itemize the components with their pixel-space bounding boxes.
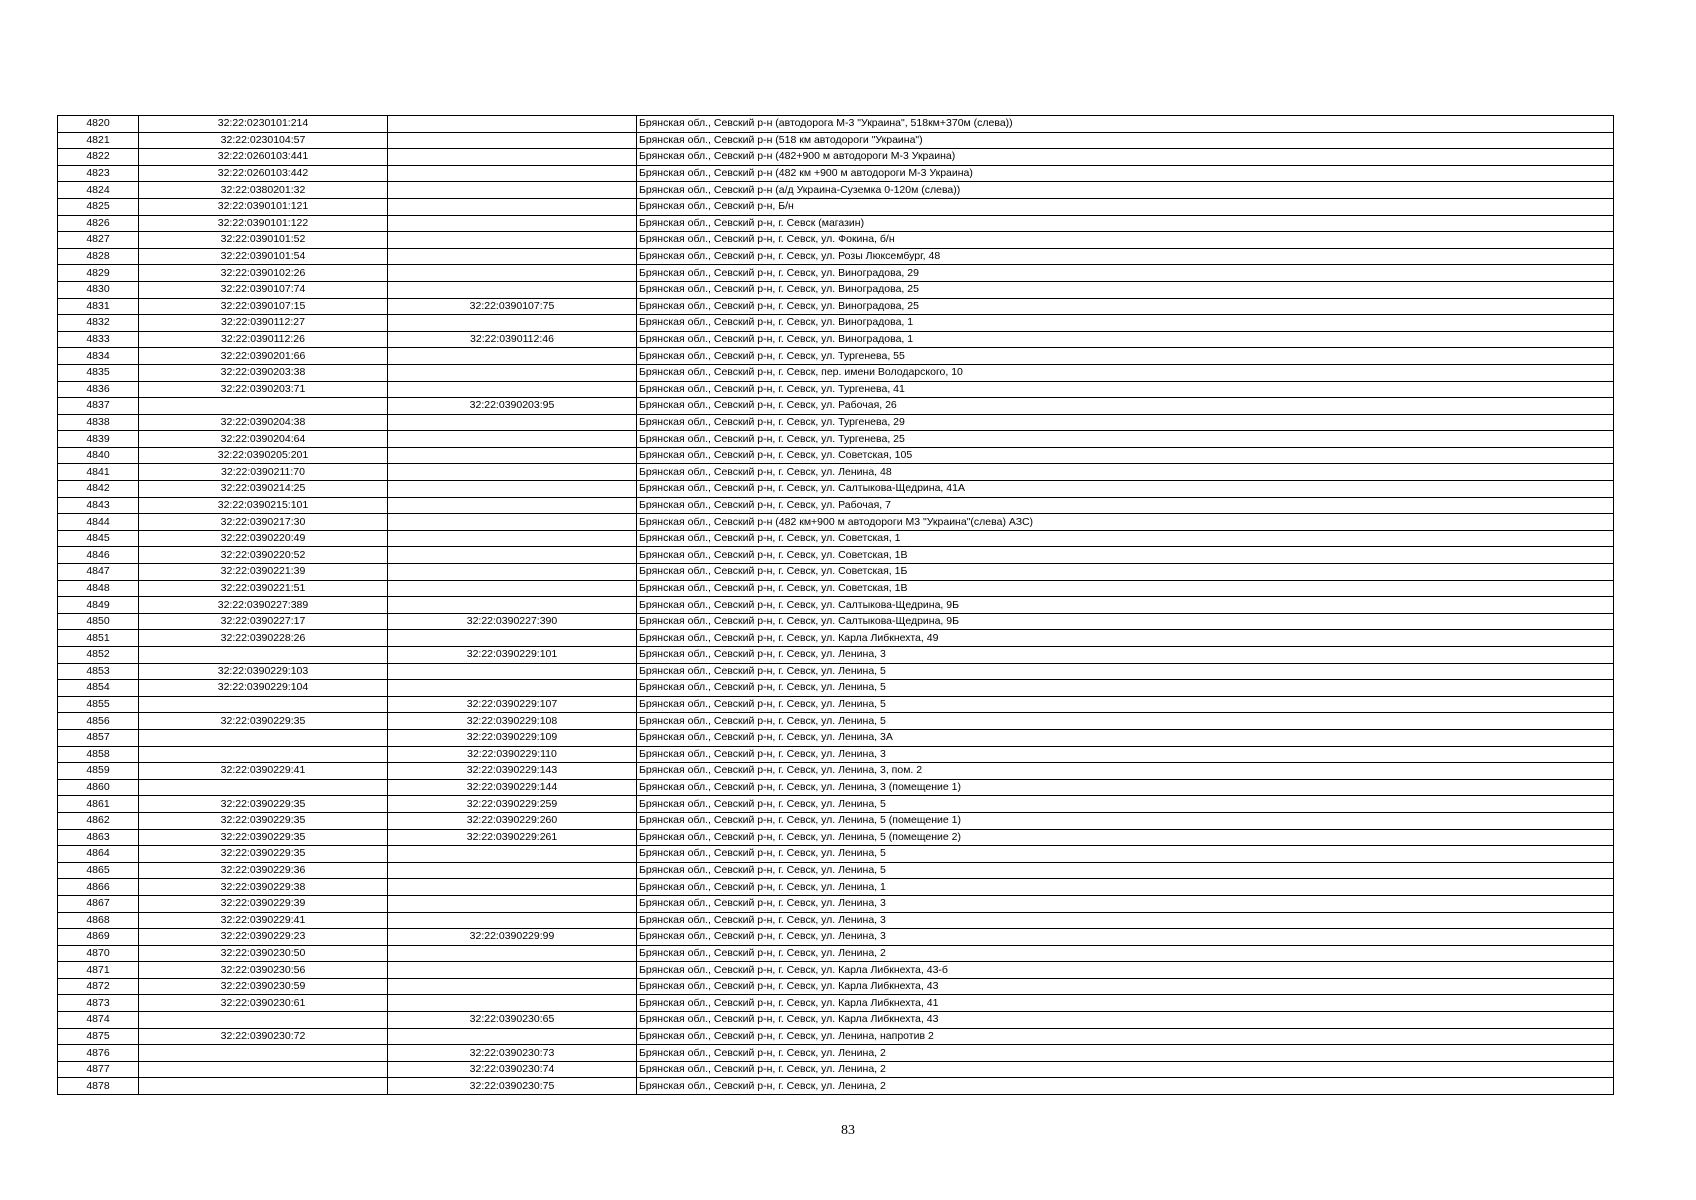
cadastral-number-cell: 32:22:0390229:104	[139, 680, 388, 697]
cadastral-number-cell	[139, 398, 388, 415]
related-cadastral-number-cell	[388, 182, 637, 199]
row-number-cell: 4844	[58, 514, 139, 531]
table-row	[58, 381, 1614, 398]
row-number-cell: 4839	[58, 431, 139, 448]
cadastral-number-cell: 32:22:0390230:56	[139, 962, 388, 979]
row-number-cell: 4850	[58, 613, 139, 630]
row-number-cell: 4859	[58, 763, 139, 780]
address-cell: Брянская обл., Севский р-н, г. Севск, ул. Рабочая, 7	[637, 497, 1614, 514]
address-cell: Брянская обл., Севский р-н, г. Севск, ул. Ленина, 3А	[637, 729, 1614, 746]
row-number-cell: 4865	[58, 862, 139, 879]
row-number-cell: 4842	[58, 481, 139, 498]
row-number-cell: 4874	[58, 1012, 139, 1029]
cadastral-number-cell: 32:22:0390229:35	[139, 812, 388, 829]
address-cell: Брянская обл., Севский р-н, г. Севск, ул. Розы Люксембург, 48	[637, 248, 1614, 265]
table-row	[58, 481, 1614, 498]
row-number-cell: 4829	[58, 265, 139, 282]
table-row	[58, 331, 1614, 348]
row-number-cell: 4822	[58, 149, 139, 166]
address-cell: Брянская обл., Севский р-н, г. Севск, ул. Советская, 1В	[637, 547, 1614, 564]
table-row	[58, 978, 1614, 995]
cadastral-number-cell: 32:22:0390230:61	[139, 995, 388, 1012]
address-cell: Брянская обл., Севский р-н, г. Севск, ул. Тургенева, 55	[637, 348, 1614, 365]
row-number-cell: 4856	[58, 713, 139, 730]
table-row	[58, 564, 1614, 581]
cadastral-number-cell: 32:22:0260103:441	[139, 149, 388, 166]
related-cadastral-number-cell	[388, 514, 637, 531]
related-cadastral-number-cell: 32:22:0390229:260	[388, 812, 637, 829]
related-cadastral-number-cell: 32:22:0390230:65	[388, 1012, 637, 1029]
address-cell: Брянская обл., Севский р-н (518 км автодороги "Украина")	[637, 132, 1614, 149]
related-cadastral-number-cell	[388, 215, 637, 232]
address-cell: Брянская обл., Севский р-н (482 км +900 м автодороги М-3 Украина)	[637, 165, 1614, 182]
related-cadastral-number-cell: 32:22:0390229:101	[388, 647, 637, 664]
row-number-cell: 4846	[58, 547, 139, 564]
cadastral-number-cell: 32:22:0390230:50	[139, 945, 388, 962]
row-number-cell: 4860	[58, 779, 139, 796]
address-cell: Брянская обл., Севский р-н, г. Севск, ул. Ленина, 48	[637, 464, 1614, 481]
row-number-cell: 4867	[58, 895, 139, 912]
related-cadastral-number-cell: 32:22:0390229:107	[388, 696, 637, 713]
address-cell: Брянская обл., Севский р-н, г. Севск, ул. Тургенева, 29	[637, 414, 1614, 431]
row-number-cell: 4848	[58, 580, 139, 597]
address-cell: Брянская обл., Севский р-н, г. Севск, ул. Советская, 1	[637, 530, 1614, 547]
related-cadastral-number-cell	[388, 597, 637, 614]
row-number-cell: 4831	[58, 298, 139, 315]
table-row	[58, 431, 1614, 448]
related-cadastral-number-cell	[388, 149, 637, 166]
related-cadastral-number-cell: 32:22:0390229:261	[388, 829, 637, 846]
table-row	[58, 364, 1614, 381]
row-number-cell: 4870	[58, 945, 139, 962]
related-cadastral-number-cell	[388, 132, 637, 149]
cadastral-number-cell: 32:22:0390230:72	[139, 1028, 388, 1045]
table-row	[58, 149, 1614, 166]
address-cell: Брянская обл., Севский р-н, г. Севск, ул. Ленина, 3	[637, 912, 1614, 929]
address-cell: Брянская обл., Севский р-н, г. Севск, ул. Ленина, 2	[637, 1078, 1614, 1095]
address-cell: Брянская обл., Севский р-н, г. Севск, ул. Фокина, б/н	[637, 232, 1614, 249]
address-cell: Брянская обл., Севский р-н, г. Севск (магазин)	[637, 215, 1614, 232]
related-cadastral-number-cell	[388, 381, 637, 398]
row-number-cell: 4845	[58, 530, 139, 547]
table-row	[58, 1028, 1614, 1045]
cadastral-number-cell: 32:22:0230104:57	[139, 132, 388, 149]
row-number-cell: 4861	[58, 796, 139, 813]
table-row	[58, 116, 1614, 133]
related-cadastral-number-cell	[388, 580, 637, 597]
table-row	[58, 265, 1614, 282]
cadastral-number-cell: 32:22:0390215:101	[139, 497, 388, 514]
table-row	[58, 315, 1614, 332]
table-row	[58, 829, 1614, 846]
table-row	[58, 713, 1614, 730]
related-cadastral-number-cell	[388, 414, 637, 431]
cadastral-number-cell: 32:22:0390227:389	[139, 597, 388, 614]
row-number-cell: 4876	[58, 1045, 139, 1062]
related-cadastral-number-cell	[388, 846, 637, 863]
related-cadastral-number-cell: 32:22:0390227:390	[388, 613, 637, 630]
address-cell: Брянская обл., Севский р-н, г. Севск, ул. Ленина, 5	[637, 796, 1614, 813]
address-cell: Брянская обл., Севский р-н, г. Севск, ул. Тургенева, 25	[637, 431, 1614, 448]
row-number-cell: 4863	[58, 829, 139, 846]
address-cell: Брянская обл., Севский р-н, г. Севск, ул. Советская, 1Б	[637, 564, 1614, 581]
cadastral-number-cell: 32:22:0390229:103	[139, 663, 388, 680]
cadastral-number-cell: 32:22:0390229:41	[139, 763, 388, 780]
cadastral-number-cell: 32:22:0230101:214	[139, 116, 388, 133]
address-cell: Брянская обл., Севский р-н, г. Севск, ул. Ленина, напротив 2	[637, 1028, 1614, 1045]
table-row	[58, 779, 1614, 796]
row-number-cell: 4873	[58, 995, 139, 1012]
address-cell: Брянская обл., Севский р-н (автодорога М-3 "Украина", 518км+370м (слева))	[637, 116, 1614, 133]
table-row	[58, 1012, 1614, 1029]
cadastral-number-cell: 32:22:0390203:38	[139, 364, 388, 381]
table-row	[58, 812, 1614, 829]
table-row	[58, 613, 1614, 630]
address-cell: Брянская обл., Севский р-н, Б/н	[637, 198, 1614, 215]
table-row	[58, 729, 1614, 746]
address-cell: Брянская обл., Севский р-н, г. Севск, ул. Салтыкова-Щедрина, 41А	[637, 481, 1614, 498]
address-cell: Брянская обл., Севский р-н (а/д Украина-Суземка 0-120м (слева))	[637, 182, 1614, 199]
row-number-cell: 4833	[58, 331, 139, 348]
related-cadastral-number-cell	[388, 364, 637, 381]
address-cell: Брянская обл., Севский р-н, г. Севск, ул. Карла Либкнехта, 49	[637, 630, 1614, 647]
row-number-cell: 4838	[58, 414, 139, 431]
table-row	[58, 447, 1614, 464]
row-number-cell: 4827	[58, 232, 139, 249]
address-cell: Брянская обл., Севский р-н, г. Севск, ул. Рабочая, 26	[637, 398, 1614, 415]
cadastral-number-cell: 32:22:0390229:35	[139, 846, 388, 863]
related-cadastral-number-cell	[388, 165, 637, 182]
related-cadastral-number-cell	[388, 315, 637, 332]
cadastral-number-cell: 32:22:0390205:201	[139, 447, 388, 464]
row-number-cell: 4866	[58, 879, 139, 896]
cadastral-number-cell	[139, 1012, 388, 1029]
row-number-cell: 4824	[58, 182, 139, 199]
table-row	[58, 680, 1614, 697]
address-cell: Брянская обл., Севский р-н, г. Севск, ул. Ленина, 5	[637, 862, 1614, 879]
related-cadastral-number-cell	[388, 879, 637, 896]
cadastral-number-cell: 32:22:0390112:27	[139, 315, 388, 332]
table-row	[58, 597, 1614, 614]
related-cadastral-number-cell: 32:22:0390229:109	[388, 729, 637, 746]
related-cadastral-number-cell	[388, 564, 637, 581]
row-number-cell: 4841	[58, 464, 139, 481]
address-cell: Брянская обл., Севский р-н, г. Севск, ул. Ленина, 3	[637, 647, 1614, 664]
cadastral-number-cell: 32:22:0390227:17	[139, 613, 388, 630]
address-cell: Брянская обл., Севский р-н, г. Севск, ул. Ленина, 1	[637, 879, 1614, 896]
row-number-cell: 4823	[58, 165, 139, 182]
related-cadastral-number-cell: 32:22:0390229:259	[388, 796, 637, 813]
address-cell: Брянская обл., Севский р-н, г. Севск, ул. Советская, 1В	[637, 580, 1614, 597]
row-number-cell: 4855	[58, 696, 139, 713]
related-cadastral-number-cell	[388, 497, 637, 514]
row-number-cell: 4834	[58, 348, 139, 365]
table-row	[58, 1061, 1614, 1078]
cadastral-number-cell: 32:22:0390221:39	[139, 564, 388, 581]
cadastral-number-cell: 32:22:0390204:64	[139, 431, 388, 448]
related-cadastral-number-cell: 32:22:0390229:143	[388, 763, 637, 780]
table-row	[58, 796, 1614, 813]
address-cell: Брянская обл., Севский р-н, г. Севск, ул. Салтыкова-Щедрина, 9Б	[637, 597, 1614, 614]
row-number-cell: 4836	[58, 381, 139, 398]
address-cell: Брянская обл., Севский р-н, г. Севск, пер. имени Володарского, 10	[637, 364, 1614, 381]
address-cell: Брянская обл., Севский р-н, г. Севск, ул. Ленина, 5	[637, 846, 1614, 863]
related-cadastral-number-cell	[388, 862, 637, 879]
table-row	[58, 248, 1614, 265]
related-cadastral-number-cell	[388, 248, 637, 265]
address-cell: Брянская обл., Севский р-н, г. Севск, ул. Ленина, 3 (помещение 1)	[637, 779, 1614, 796]
table-row	[58, 530, 1614, 547]
related-cadastral-number-cell: 32:22:0390230:75	[388, 1078, 637, 1095]
cadastral-number-cell: 32:22:0390204:38	[139, 414, 388, 431]
address-cell: Брянская обл., Севский р-н, г. Севск, ул. Ленина, 5	[637, 663, 1614, 680]
related-cadastral-number-cell	[388, 265, 637, 282]
cadastral-number-cell: 32:22:0390112:26	[139, 331, 388, 348]
related-cadastral-number-cell	[388, 116, 637, 133]
table-row	[58, 846, 1614, 863]
row-number-cell: 4826	[58, 215, 139, 232]
related-cadastral-number-cell: 32:22:0390230:73	[388, 1045, 637, 1062]
cadastral-number-cell: 32:22:0390201:66	[139, 348, 388, 365]
related-cadastral-number-cell: 32:22:0390229:108	[388, 713, 637, 730]
table-row	[58, 281, 1614, 298]
table-row	[58, 862, 1614, 879]
table-row	[58, 132, 1614, 149]
cadastral-number-cell: 32:22:0390229:35	[139, 713, 388, 730]
cadastral-number-cell: 32:22:0390229:36	[139, 862, 388, 879]
row-number-cell: 4835	[58, 364, 139, 381]
address-cell: Брянская обл., Севский р-н, г. Севск, ул. Ленина, 3	[637, 929, 1614, 946]
address-cell: Брянская обл., Севский р-н, г. Севск, ул. Карла Либкнехта, 43	[637, 978, 1614, 995]
cadastral-number-cell	[139, 696, 388, 713]
table-row	[58, 763, 1614, 780]
cadastral-number-cell: 32:22:0390217:30	[139, 514, 388, 531]
table-row	[58, 165, 1614, 182]
related-cadastral-number-cell	[388, 547, 637, 564]
cadastral-number-cell: 32:22:0390220:52	[139, 547, 388, 564]
table-row	[58, 962, 1614, 979]
cadastral-number-cell	[139, 1061, 388, 1078]
row-number-cell: 4868	[58, 912, 139, 929]
row-number-cell: 4849	[58, 597, 139, 614]
row-number-cell: 4857	[58, 729, 139, 746]
cadastral-number-cell: 32:22:0390229:38	[139, 879, 388, 896]
related-cadastral-number-cell	[388, 895, 637, 912]
cadastral-number-cell	[139, 647, 388, 664]
cadastral-number-cell: 32:22:0390101:122	[139, 215, 388, 232]
address-cell: Брянская обл., Севский р-н, г. Севск, ул. Карла Либкнехта, 43-б	[637, 962, 1614, 979]
row-number-cell: 4877	[58, 1061, 139, 1078]
cadastral-number-cell: 32:22:0390229:23	[139, 929, 388, 946]
cadastral-number-cell: 32:22:0390229:39	[139, 895, 388, 912]
cadastral-number-cell: 32:22:0390107:15	[139, 298, 388, 315]
related-cadastral-number-cell: 32:22:0390203:95	[388, 398, 637, 415]
cadastral-number-cell: 32:22:0390107:74	[139, 281, 388, 298]
related-cadastral-number-cell	[388, 464, 637, 481]
table-row	[58, 1078, 1614, 1095]
row-number-cell: 4872	[58, 978, 139, 995]
cadastral-number-cell: 32:22:0390230:59	[139, 978, 388, 995]
row-number-cell: 4878	[58, 1078, 139, 1095]
table-body	[58, 116, 1614, 1095]
cadastral-number-cell	[139, 729, 388, 746]
table-row	[58, 298, 1614, 315]
table-row	[58, 879, 1614, 896]
cadastral-number-cell: 32:22:0390101:121	[139, 198, 388, 215]
table-row	[58, 182, 1614, 199]
cadastral-number-cell: 32:22:0390221:51	[139, 580, 388, 597]
related-cadastral-number-cell	[388, 232, 637, 249]
row-number-cell: 4869	[58, 929, 139, 946]
cadastral-number-cell	[139, 746, 388, 763]
cadastral-number-cell: 32:22:0390214:25	[139, 481, 388, 498]
row-number-cell: 4847	[58, 564, 139, 581]
cadastral-number-cell: 32:22:0390229:35	[139, 829, 388, 846]
cadastral-number-cell: 32:22:0390228:26	[139, 630, 388, 647]
address-cell: Брянская обл., Севский р-н, г. Севск, ул. Ленина, 5	[637, 713, 1614, 730]
cadastral-number-cell: 32:22:0390101:54	[139, 248, 388, 265]
row-number-cell: 4854	[58, 680, 139, 697]
table-row	[58, 580, 1614, 597]
related-cadastral-number-cell	[388, 348, 637, 365]
row-number-cell: 4825	[58, 198, 139, 215]
page-number: 83	[841, 1123, 855, 1138]
table-row	[58, 663, 1614, 680]
related-cadastral-number-cell	[388, 978, 637, 995]
table-row	[58, 198, 1614, 215]
related-cadastral-number-cell	[388, 530, 637, 547]
related-cadastral-number-cell	[388, 1028, 637, 1045]
row-number-cell: 4864	[58, 846, 139, 863]
address-cell: Брянская обл., Севский р-н, г. Севск, ул. Советская, 105	[637, 447, 1614, 464]
cadastral-number-cell: 32:22:0380201:32	[139, 182, 388, 199]
row-number-cell: 4852	[58, 647, 139, 664]
row-number-cell: 4828	[58, 248, 139, 265]
table-row	[58, 630, 1614, 647]
table-row	[58, 414, 1614, 431]
cadastral-number-cell	[139, 1078, 388, 1095]
cadastral-number-cell: 32:22:0390229:41	[139, 912, 388, 929]
address-cell: Брянская обл., Севский р-н, г. Севск, ул. Ленина, 3, пом. 2	[637, 763, 1614, 780]
cadastral-table	[57, 115, 1614, 1095]
related-cadastral-number-cell: 32:22:0390229:110	[388, 746, 637, 763]
related-cadastral-number-cell	[388, 912, 637, 929]
table-row	[58, 497, 1614, 514]
address-cell: Брянская обл., Севский р-н (482+900 м автодороги М-3 Украина)	[637, 149, 1614, 166]
related-cadastral-number-cell: 32:22:0390230:74	[388, 1061, 637, 1078]
table-row	[58, 215, 1614, 232]
related-cadastral-number-cell	[388, 447, 637, 464]
row-number-cell: 4858	[58, 746, 139, 763]
related-cadastral-number-cell: 32:22:0390112:46	[388, 331, 637, 348]
related-cadastral-number-cell	[388, 281, 637, 298]
related-cadastral-number-cell: 32:22:0390229:144	[388, 779, 637, 796]
row-number-cell: 4862	[58, 812, 139, 829]
related-cadastral-number-cell	[388, 680, 637, 697]
table-row	[58, 348, 1614, 365]
table-row	[58, 945, 1614, 962]
cadastral-number-cell: 32:22:0260103:442	[139, 165, 388, 182]
related-cadastral-number-cell: 32:22:0390229:99	[388, 929, 637, 946]
table-row	[58, 398, 1614, 415]
address-cell: Брянская обл., Севский р-н, г. Севск, ул. Виноградова, 25	[637, 281, 1614, 298]
related-cadastral-number-cell	[388, 630, 637, 647]
address-cell: Брянская обл., Севский р-н, г. Севск, ул. Салтыкова-Щедрина, 9Б	[637, 613, 1614, 630]
row-number-cell: 4843	[58, 497, 139, 514]
cadastral-number-cell: 32:22:0390229:35	[139, 796, 388, 813]
address-cell: Брянская обл., Севский р-н, г. Севск, ул. Виноградова, 1	[637, 315, 1614, 332]
related-cadastral-number-cell	[388, 995, 637, 1012]
address-cell: Брянская обл., Севский р-н, г. Севск, ул. Карла Либкнехта, 41	[637, 995, 1614, 1012]
related-cadastral-number-cell	[388, 431, 637, 448]
address-cell: Брянская обл., Севский р-н, г. Севск, ул. Виноградова, 29	[637, 265, 1614, 282]
related-cadastral-number-cell	[388, 481, 637, 498]
row-number-cell: 4853	[58, 663, 139, 680]
table-row	[58, 547, 1614, 564]
cadastral-number-cell: 32:22:0390220:49	[139, 530, 388, 547]
address-cell: Брянская обл., Севский р-н (482 км+900 м автодороги М3 "Украина"(слева) АЗС)	[637, 514, 1614, 531]
address-cell: Брянская обл., Севский р-н, г. Севск, ул. Карла Либкнехта, 43	[637, 1012, 1614, 1029]
cadastral-number-cell: 32:22:0390211:70	[139, 464, 388, 481]
table-row	[58, 929, 1614, 946]
related-cadastral-number-cell	[388, 663, 637, 680]
row-number-cell: 4821	[58, 132, 139, 149]
address-cell: Брянская обл., Севский р-н, г. Севск, ул. Ленина, 2	[637, 1045, 1614, 1062]
address-cell: Брянская обл., Севский р-н, г. Севск, ул. Ленина, 5	[637, 680, 1614, 697]
address-cell: Брянская обл., Севский р-н, г. Севск, ул. Ленина, 2	[637, 1061, 1614, 1078]
address-cell: Брянская обл., Севский р-н, г. Севск, ул. Ленина, 3	[637, 895, 1614, 912]
address-cell: Брянская обл., Севский р-н, г. Севск, ул. Ленина, 5 (помещение 1)	[637, 812, 1614, 829]
related-cadastral-number-cell	[388, 962, 637, 979]
cadastral-number-cell: 32:22:0390102:26	[139, 265, 388, 282]
address-cell: Брянская обл., Севский р-н, г. Севск, ул. Тургенева, 41	[637, 381, 1614, 398]
cadastral-number-cell: 32:22:0390203:71	[139, 381, 388, 398]
table-row	[58, 995, 1614, 1012]
cadastral-number-cell: 32:22:0390101:52	[139, 232, 388, 249]
row-number-cell: 4840	[58, 447, 139, 464]
address-cell: Брянская обл., Севский р-н, г. Севск, ул. Ленина, 2	[637, 945, 1614, 962]
related-cadastral-number-cell	[388, 198, 637, 215]
address-cell: Брянская обл., Севский р-н, г. Севск, ул. Ленина, 5 (помещение 2)	[637, 829, 1614, 846]
row-number-cell: 4820	[58, 116, 139, 133]
address-cell: Брянская обл., Севский р-н, г. Севск, ул. Ленина, 3	[637, 746, 1614, 763]
related-cadastral-number-cell: 32:22:0390107:75	[388, 298, 637, 315]
table-row	[58, 232, 1614, 249]
address-cell: Брянская обл., Севский р-н, г. Севск, ул. Виноградова, 1	[637, 331, 1614, 348]
row-number-cell: 4851	[58, 630, 139, 647]
row-number-cell: 4871	[58, 962, 139, 979]
table-row	[58, 696, 1614, 713]
related-cadastral-number-cell	[388, 945, 637, 962]
table-row	[58, 912, 1614, 929]
table-row	[58, 647, 1614, 664]
table-row	[58, 746, 1614, 763]
cadastral-number-cell	[139, 1045, 388, 1062]
row-number-cell: 4837	[58, 398, 139, 415]
cadastral-number-cell	[139, 779, 388, 796]
address-cell: Брянская обл., Севский р-н, г. Севск, ул. Виноградова, 25	[637, 298, 1614, 315]
row-number-cell: 4875	[58, 1028, 139, 1045]
table-row	[58, 895, 1614, 912]
table-row	[58, 514, 1614, 531]
row-number-cell: 4832	[58, 315, 139, 332]
row-number-cell: 4830	[58, 281, 139, 298]
table-row	[58, 464, 1614, 481]
address-cell: Брянская обл., Севский р-н, г. Севск, ул. Ленина, 5	[637, 696, 1614, 713]
table-row	[58, 1045, 1614, 1062]
